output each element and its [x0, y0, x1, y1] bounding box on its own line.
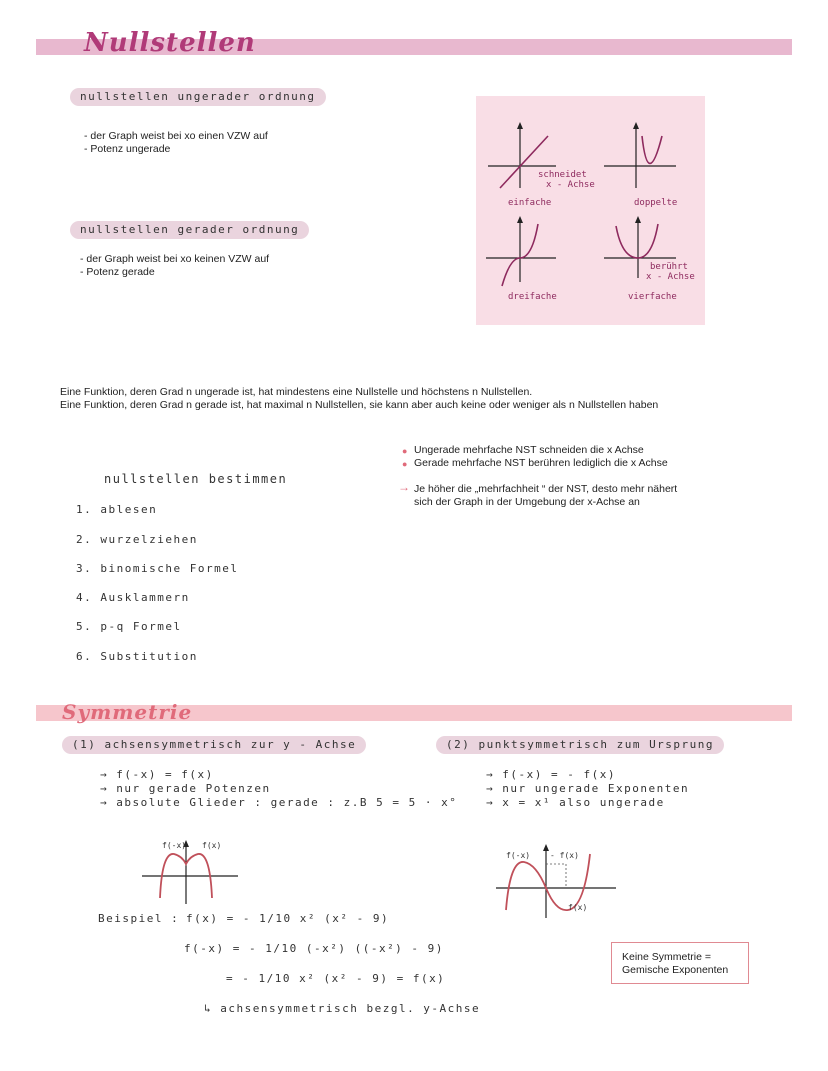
- nullstellen-graphs: [476, 96, 705, 325]
- bestimmen-item-4: 4. Ausklammern: [76, 591, 190, 604]
- bestimmen-item-2: 2. wurzelziehen: [76, 533, 198, 546]
- bestimmen-item-3: 3. binomische Formel: [76, 562, 239, 575]
- beispiel-line-3: = - 1/10 x² (x² - 9) = f(x): [226, 972, 446, 985]
- note-arrow-line-2: sich der Graph in der Umgebung der x-Achse an: [414, 496, 640, 508]
- achsen-line-2: → nur gerade Potenzen: [100, 782, 271, 795]
- ungerade-line-2: - Potenz ungerade: [84, 143, 171, 155]
- label-x-achse-1: x - Achse: [546, 180, 595, 190]
- curve-vierfache: [616, 224, 658, 258]
- heading-nullstellen-bestimmen: nullstellen bestimmen: [104, 472, 288, 486]
- beispiel-line-1: f(x) = - 1/10 x² (x² - 9): [186, 912, 390, 925]
- arrow-punkt: [543, 844, 549, 851]
- achsen-line-1: → f(-x) = f(x): [100, 768, 214, 781]
- arrow-dreifache: [517, 216, 523, 223]
- bullet-dot-2: ●: [402, 459, 408, 469]
- beispiel-line-2: f(-x) = - 1/10 (-x²) ((-x²) - 9): [184, 942, 444, 955]
- curve-einfache: [500, 136, 548, 188]
- bestimmen-item-5: 5. p-q Formel: [76, 620, 182, 633]
- paragraph-line-1: Eine Funktion, deren Grad n ungerade ist, hat mindestens eine Nullstelle und höchstens n Nullstellen.: [60, 386, 533, 398]
- nullstellen-graphs-box: [476, 96, 705, 325]
- note-keine-symmetrie: [611, 942, 749, 984]
- paragraph-line-2: Eine Funktion, deren Grad n gerade ist, hat maximal n Nullstellen, sie kann aber auch keine oder weniger als n Nullstellen haben: [60, 399, 659, 411]
- note-box-line-1: Keine Symmetrie =: [622, 951, 711, 963]
- punkt-line-2: → nur ungerade Exponenten: [486, 782, 690, 795]
- bullet-dot-1: ●: [402, 446, 408, 456]
- heading-punktsymmetrisch: (2) punktsymmetrisch zum Ursprung: [436, 736, 724, 754]
- note-arrow-line-1: Je höher die „mehrfachheit “ der NST, desto mehr nähert: [414, 483, 678, 495]
- label-doppelte: doppelte: [634, 198, 678, 208]
- achsen-line-3: → absolute Glieder : gerade : z.B 5 = 5 · x°: [100, 796, 458, 809]
- arrow-doppelte: [633, 122, 639, 129]
- graph-punktsymmetrisch: [492, 840, 622, 920]
- arrow-icon: →: [398, 480, 410, 494]
- curve-doppelte: [642, 136, 662, 164]
- punkt-line-1: → f(-x) = - f(x): [486, 768, 616, 781]
- beispiel-line-4: ↳ achsensymmetrisch bezgl. y-Achse: [204, 1002, 481, 1015]
- beispiel-label: Beispiel :: [98, 912, 180, 925]
- section-title-nullstellen: Nullstellen: [84, 28, 256, 58]
- ungerade-line-1: - der Graph weist bei xo einen VZW auf: [84, 130, 268, 142]
- bestimmen-item-6: 6. Substitution: [76, 650, 198, 663]
- graph-label-fminusx: f(-x): [162, 841, 187, 850]
- section-title-symmetrie: Symmetrie: [62, 700, 193, 724]
- note-bullet-1: Ungerade mehrfache NST schneiden die x Achse: [414, 444, 644, 456]
- graph-label-fminusx-2: f(-x): [506, 851, 531, 860]
- heading-ungerade-ordnung: nullstellen ungerader ordnung: [70, 88, 326, 106]
- heading-achsensymmetrisch: (1) achsensymmetrisch zur y - Achse: [62, 736, 366, 754]
- graph-achsensymmetrisch: [140, 836, 240, 906]
- graph-label-fx-2: f(x): [568, 903, 588, 912]
- punkt-line-3: → x = x¹ also ungerade: [486, 796, 665, 809]
- label-beruehrt: berührt: [650, 262, 688, 272]
- label-einfache: einfache: [508, 198, 552, 208]
- gerade-line-2: - Potenz gerade: [80, 266, 155, 278]
- label-schneidet: schneidet: [538, 170, 587, 180]
- gerade-line-1: - der Graph weist bei xo keinen VZW auf: [80, 253, 270, 265]
- label-x-achse-2: x - Achse: [646, 272, 695, 282]
- heading-gerade-ordnung: nullstellen gerader ordnung: [70, 221, 309, 239]
- bestimmen-item-1: 1. ablesen: [76, 503, 158, 516]
- graph-label-minus-fx: - f(x): [550, 851, 579, 860]
- note-box-line-2: Gemische Exponenten: [622, 964, 729, 976]
- label-dreifache: dreifache: [508, 292, 557, 302]
- arrow-vierfache: [635, 216, 641, 223]
- arrow-einfache: [517, 122, 523, 129]
- curve-punkt: [506, 854, 590, 910]
- note-bullet-2: Gerade mehrfache NST berühren lediglich die x Achse: [414, 457, 668, 469]
- graph-label-fx: f(x): [202, 841, 222, 850]
- label-vierfache: vierfache: [628, 292, 677, 302]
